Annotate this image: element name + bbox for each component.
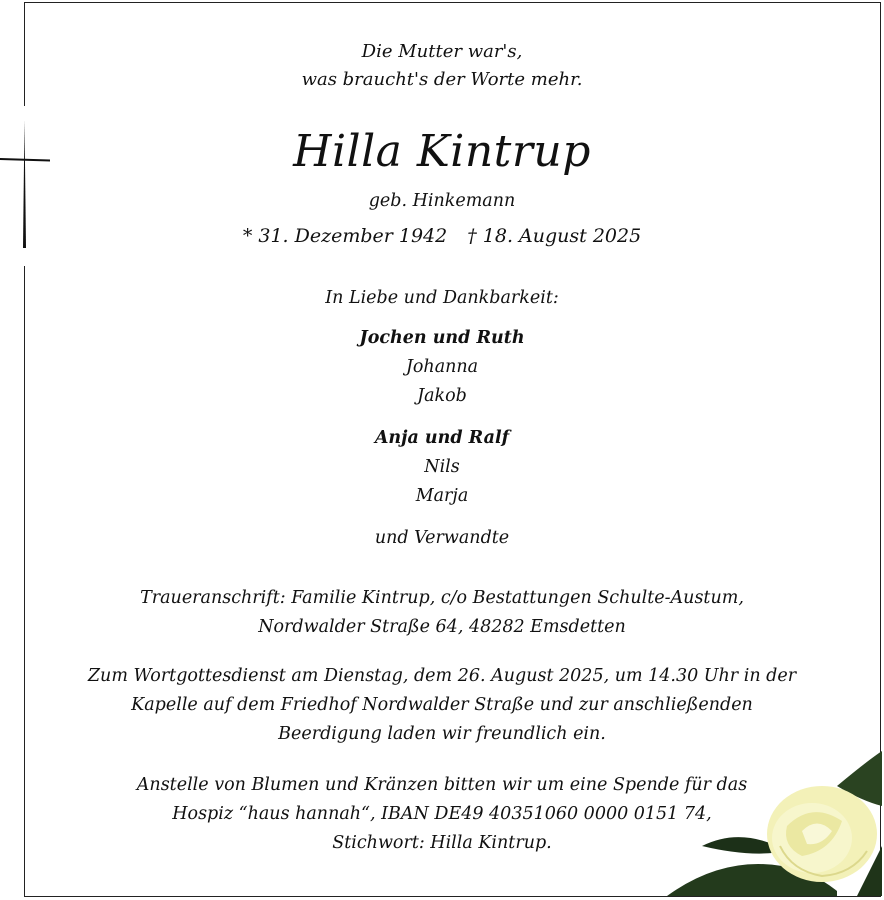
family-group xyxy=(0,424,884,511)
donation-line: Stichwort: Hilla Kintrup. xyxy=(332,833,552,853)
motto-line: was braucht's der Worte mehr. xyxy=(301,69,583,90)
life-dates xyxy=(0,222,884,251)
family-member: Nils xyxy=(424,457,460,477)
family-member: Jakob xyxy=(417,386,467,406)
motto-line: Die Mutter war's, xyxy=(361,41,523,62)
maiden-name: geb. Hinkemann xyxy=(368,191,516,211)
family-group xyxy=(0,324,884,411)
service-line: Kapelle auf dem Friedhof Nordwalder Straße und zur anschließenden xyxy=(131,695,753,715)
donation-line: Hospiz “haus hannah“, IBAN DE49 40351060 0000 0151 74, xyxy=(172,804,712,824)
service-info xyxy=(0,662,884,749)
birth-date: * 31. Dezember 1942 xyxy=(242,225,448,247)
mourners-intro: In Liebe und Dankbarkeit: xyxy=(325,288,559,308)
service-line: Zum Wortgottesdienst am Dienstag, dem 26. August 2025, um 14.30 Uhr in der xyxy=(87,666,797,686)
donation-line: Anstelle von Blumen und Kränzen bitten wir um eine Spende für das xyxy=(136,775,748,795)
family-member: Marja xyxy=(415,486,469,506)
mourning-address xyxy=(0,584,884,642)
family-member: Johanna xyxy=(405,357,479,377)
relatives: und Verwandte xyxy=(374,528,510,548)
address-line: Traueranschrift: Familie Kintrup, c/o Bestattungen Schulte-Austum, xyxy=(140,588,744,608)
death-date: † 18. August 2025 xyxy=(467,225,642,247)
motto xyxy=(0,38,884,94)
family-heading: Jochen und Ruth xyxy=(359,328,525,348)
address-line: Nordwalder Straße 64, 48282 Emsdetten xyxy=(258,617,626,637)
rose-icon xyxy=(662,746,882,896)
service-line: Beerdigung laden wir freundlich ein. xyxy=(278,724,606,744)
deceased-name: Hilla Kintrup xyxy=(293,126,591,177)
family-heading: Anja und Ralf xyxy=(374,428,510,448)
